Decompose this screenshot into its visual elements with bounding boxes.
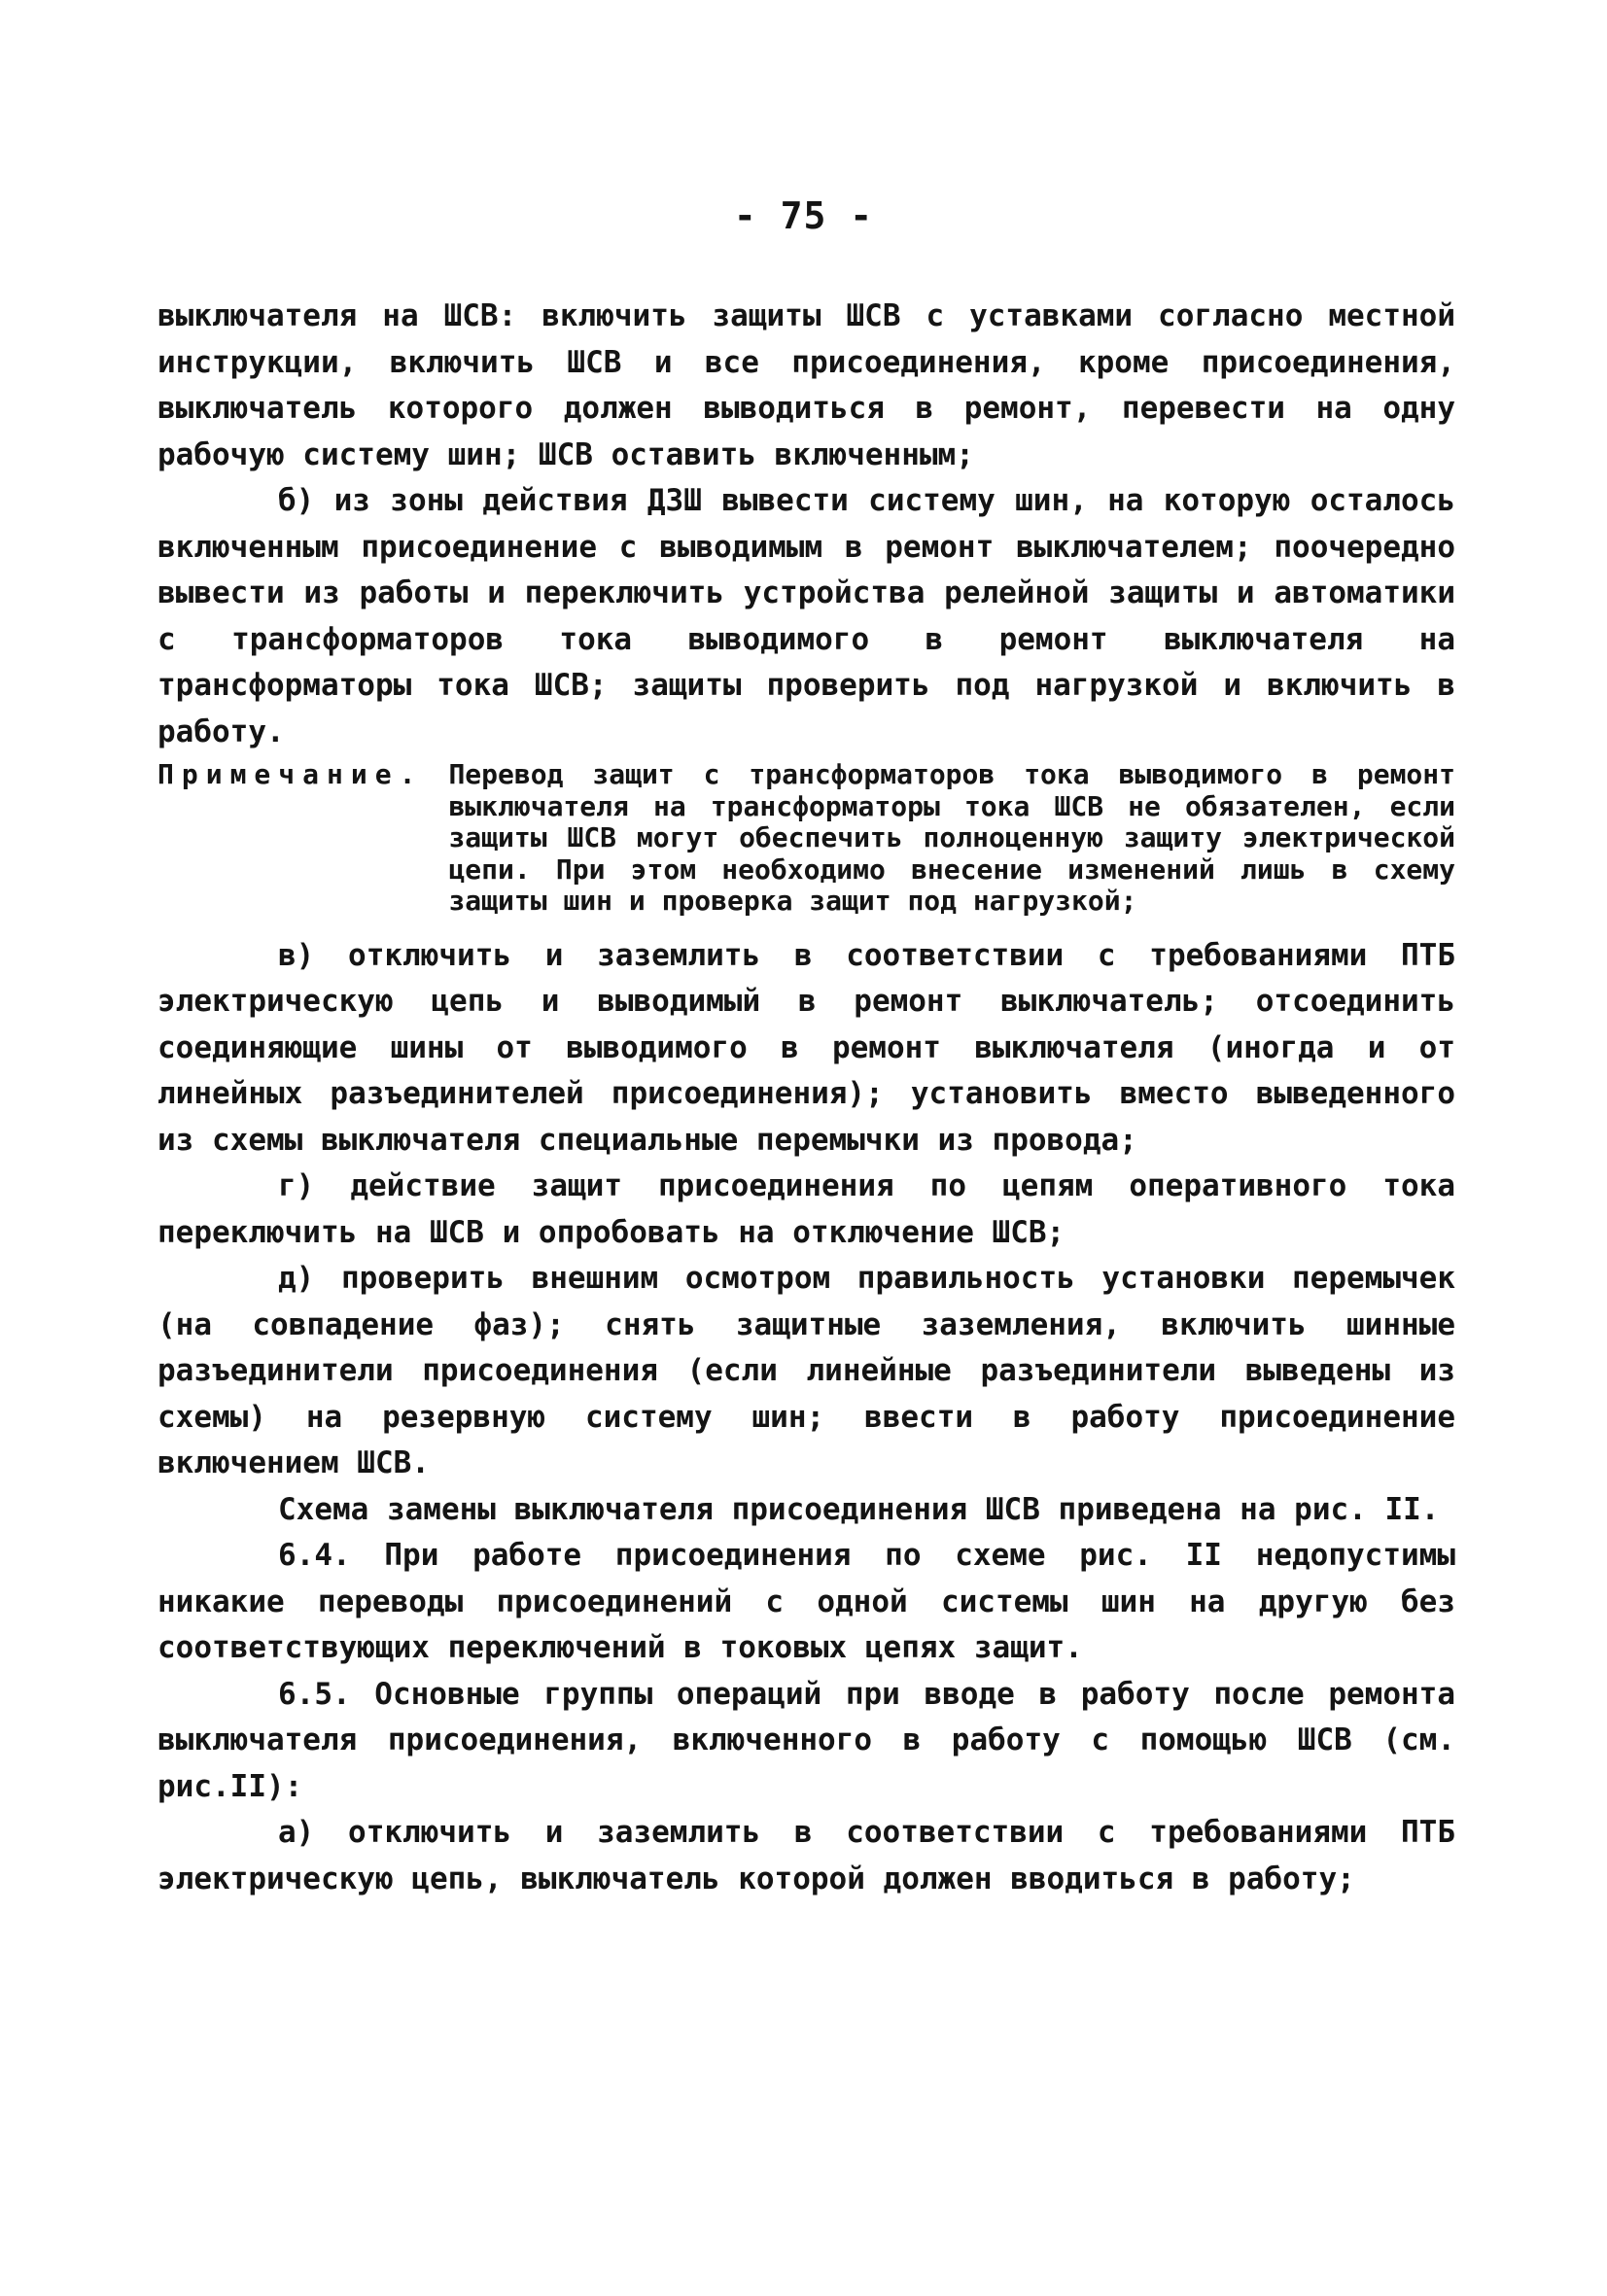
paragraph-continuation: выключателя на ШСВ: включить защиты ШСВ с уставками согласно местной инструкции, включить ШСВ и все присоединения, кроме присоединения, выключатель которого должен выводиться в ремонт, перевести на одну рабочую систему шин; ШСВ оставить включенным; <box>157 298 1455 472</box>
page-number: - 75 - <box>733 194 874 237</box>
paragraph-section-6-5: 6.5. Основные группы операций при вводе в работу после ремонта выключателя присоединения, включенного в работу с помощью ШСВ (см. рис.II): <box>157 1676 1455 1804</box>
paragraph-item-g: г) действие защит присоединения по цепям оперативного тока переключить на ШСВ и опробовать на отключение ШСВ; <box>157 1168 1455 1250</box>
paragraph-section-6-4: 6.4. При работе присоединения по схеме рис. II недопустимы никакие переводы присоединений с одной системы шин на другую без соответствующих переключений в токовых цепях защит. <box>157 1538 1455 1666</box>
note-label: Примечание. <box>157 758 424 790</box>
paragraph-item-d: д) проверить внешним осмотром правильность установки перемычек (на совпадение фаз); снять защитные заземления, включить шинные разъединители присоединения (если линейные разъединители выведены из схемы) на резервную систему шин; ввести в работу присоединение включением ШСВ. <box>157 1261 1455 1481</box>
note-text: Перевод защит с трансформаторов тока выводимого в ремонт выключателя на трансформаторы тока ШСВ не обязателен, если защиты ШСВ могут обеспечить полноценную защиту электрической цепи. При этом необходимо внесение изменений лишь в схему защиты шин и проверка защит под нагрузкой; <box>448 758 1455 918</box>
paragraph-item-v: в) отключить и заземлить в соответствии с требованиями ПТБ электрическую цепь и выводимый в ремонт выключатель; отсоединить соединяющие шины от выводимого в ремонт выключателя (иногда и от линейных разъединителей присоединения); установить вместо выведенного из схемы выключателя специальные перемычки из провода; <box>157 937 1455 1158</box>
paragraph-item-a: а) отключить и заземлить в соответствии с требованиями ПТБ электрическую цепь, выключатель которой должен вводиться в работу; <box>157 1815 1455 1896</box>
paragraph-scheme-reference: Схема замены выключателя присоединения ШСВ приведена на рис. II. <box>278 1491 1440 1527</box>
paragraph-item-b: б) из зоны действия ДЗШ вывести систему шин, на которую осталось включенным присоединение с выводимым в ремонт выключателем; поочередно вывести из работы и переключить устройства релейной защиты и автоматики с трансформаторов тока выводимого в ремонт выключателя на трансформаторы тока ШСВ; защиты проверить под нагрузкой и включить в работу. <box>157 483 1455 749</box>
note-block <box>157 759 1455 918</box>
document-body <box>157 294 1455 1902</box>
